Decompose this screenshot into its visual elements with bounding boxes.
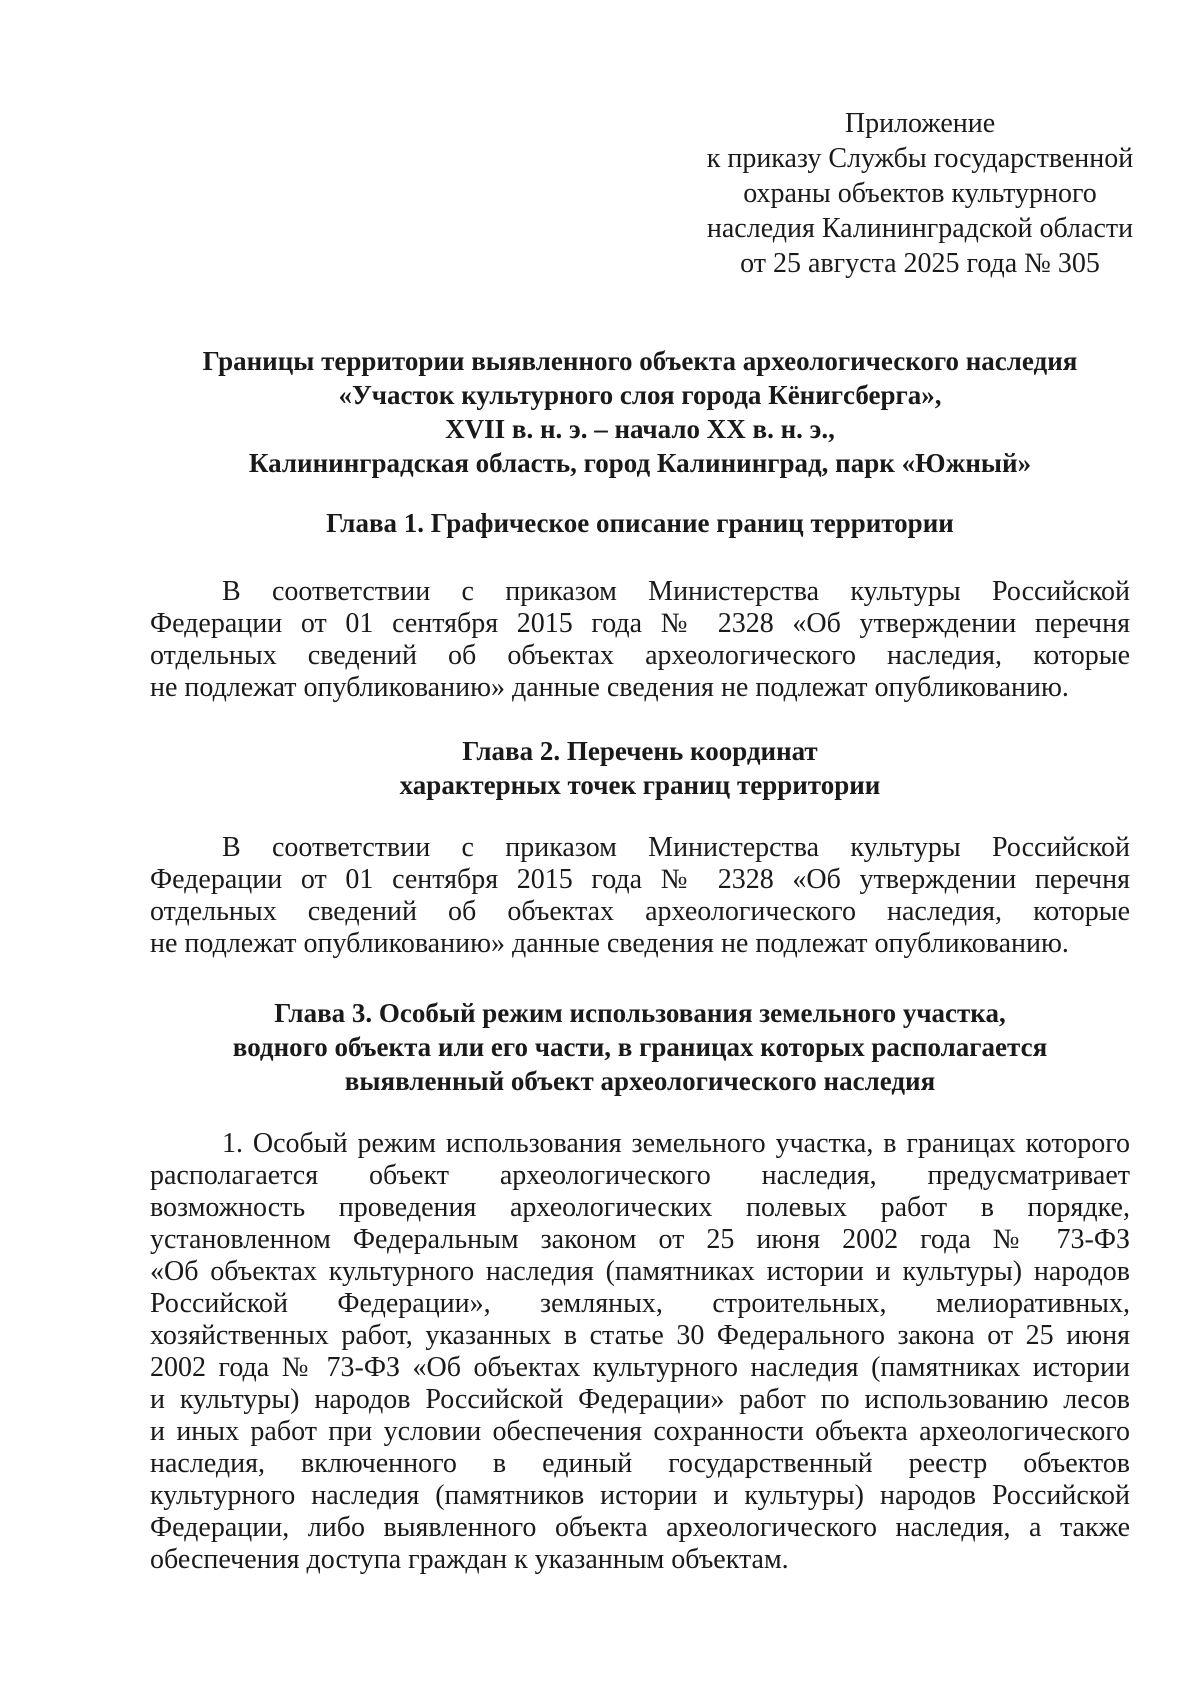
paragraph-line: наследия, включенного в единый государственный реестр объектов — [150, 1448, 1130, 1479]
paragraph-line: и культуры) народов Российской Федерации» работ по использованию лесов — [150, 1384, 1130, 1415]
appendix-line: наследия Калининградской области — [706, 213, 1134, 244]
paragraph-line: культурного наследия (памятников истории и культуры) народов Российской — [150, 1480, 1130, 1511]
heading-line: Глава 3. Особый режим использования земельного участка, — [274, 998, 1006, 1028]
document-title — [150, 344, 1130, 480]
paragraph-line: установленном Федеральным законом от 25 июня 2002 года № 73-ФЗ — [150, 1224, 1130, 1255]
paragraph-line: и иных работ при условии обеспечения сохранности объекта археологического — [150, 1416, 1130, 1447]
paragraph-line: 1. Особый режим использования земельного участка, в границах которого — [222, 1128, 1130, 1159]
chapter-2-heading — [150, 734, 1130, 802]
paragraph-line: обеспечения доступа граждан к указанным объектам. — [150, 1544, 789, 1575]
title-line: XVII в. н. э. – начало XX в. н. э., — [445, 414, 835, 444]
paragraph-line: В соответствии с приказом Министерства культуры Российской — [222, 576, 1130, 607]
paragraph-line: хозяйственных работ, указанных в статье 30 Федерального закона от 25 июня — [150, 1320, 1130, 1351]
heading-line: водного объекта или его части, в границах которых располагается — [232, 1032, 1048, 1062]
paragraph-line: 2002 года № 73-ФЗ «Об объектах культурного наследия (памятниках истории — [150, 1352, 1130, 1383]
chapter-1-paragraph — [150, 576, 1130, 704]
paragraph-line: располагается объект археологического наследия, предусматривает — [150, 1160, 1130, 1191]
appendix-line: Приложение — [844, 108, 996, 139]
paragraph-line: отдельных сведений об объектах археологического наследия, которые — [150, 640, 1130, 671]
paragraph-line: Федерации, либо выявленного объекта археологического наследия, а также — [150, 1512, 1130, 1543]
appendix-header — [690, 106, 1150, 281]
paragraph-line: Российской Федерации», земляных, строительных, мелиоративных, — [150, 1288, 1130, 1319]
chapter-3-heading — [150, 996, 1130, 1098]
heading-line: Глава 1. Графическое описание границ территории — [326, 508, 954, 538]
title-line: Границы территории выявленного объекта археологического наследия — [202, 346, 1078, 376]
paragraph-line: Федерации от 01 сентября 2015 года № 2328 «Об утверждении перечня — [150, 608, 1130, 639]
paragraph-line: отдельных сведений об объектах археологического наследия, которые — [150, 896, 1130, 927]
heading-line: Глава 2. Перечень координат — [462, 736, 818, 766]
paragraph-line: «Об объектах культурного наследия (памятниках истории и культуры) народов — [150, 1256, 1130, 1287]
paragraph-line: не подлежат опубликованию» данные сведения не подлежат опубликованию. — [150, 672, 1069, 703]
heading-line: выявленный объект археологического наследия — [344, 1066, 936, 1096]
title-line: Калининградская область, город Калининград, парк «Южный» — [248, 448, 1032, 478]
paragraph-line: Федерации от 01 сентября 2015 года № 2328 «Об утверждении перечня — [150, 864, 1130, 895]
paragraph-line: В соответствии с приказом Министерства культуры Российской — [222, 832, 1130, 863]
chapter-1-heading — [150, 506, 1130, 540]
title-line: «Участок культурного слоя города Кёнигсберга», — [338, 380, 942, 410]
chapter-2-paragraph — [150, 832, 1130, 960]
appendix-line: к приказу Службы государственной — [706, 143, 1134, 174]
paragraph-line: возможность проведения археологических полевых работ в порядке, — [150, 1192, 1130, 1223]
heading-line: характерных точек границ территории — [399, 770, 881, 800]
chapter-3-paragraph — [150, 1128, 1130, 1576]
appendix-line: охраны объектов культурного — [743, 178, 1097, 209]
paragraph-line: не подлежат опубликованию» данные сведения не подлежат опубликованию. — [150, 928, 1069, 959]
appendix-line: от 25 августа 2025 года № 305 — [740, 248, 1100, 279]
